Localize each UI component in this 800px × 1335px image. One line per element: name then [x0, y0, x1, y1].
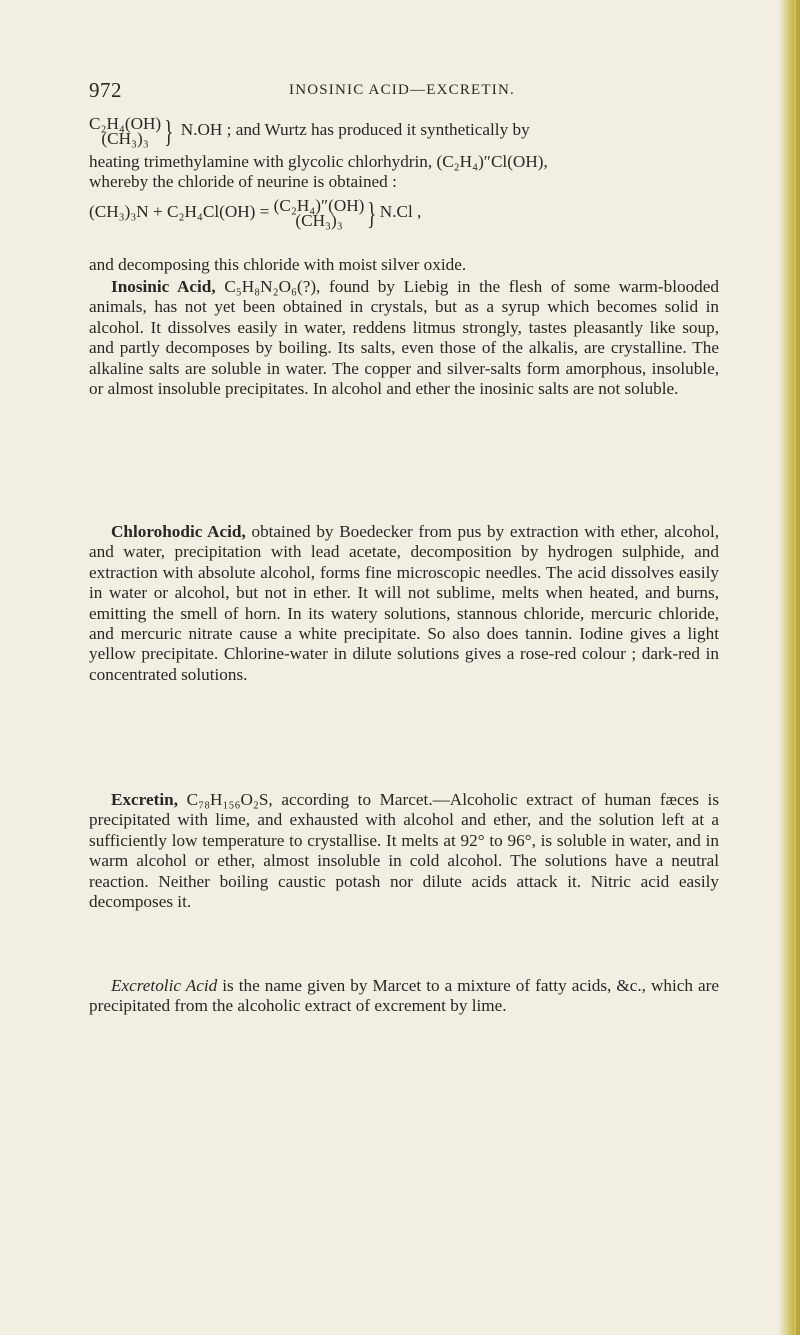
term-excretin: Excretin, [111, 790, 178, 809]
page-edge-shadow [796, 0, 800, 1335]
term-inosinic-acid: Inosinic Acid, [111, 277, 216, 296]
term-chlorohodic-acid: Chlorohodic Acid, [111, 522, 246, 541]
equation-lhs: (CH₃)₃N + C₂H₄Cl(OH) = [89, 201, 270, 221]
equation-rhs-bottom: (CH₃)₃ [295, 211, 343, 230]
paragraph-excretin [89, 790, 719, 912]
page-number: 972 [89, 78, 122, 102]
text-inosinic-acid: found by Liebig in the flesh of some warm-blooded animals, has not yet been obtained in crystals, but as a syrup which becomes solid in alcohol. It dissolves easily in water, reddens litmus strongly, tastes pleasantly like soup, and partly decomposes by boiling. Its salts, even those of the alkalis, are crystalline. The alkaline salts are soluble in water. The copper and silver-salts form amorphous, insoluble, or almost insoluble precipitates. In alcohol and ether the inosinic salts are not soluble. [89, 277, 719, 399]
opening-line-3: whereby the chloride of neurine is obtained : [89, 172, 397, 192]
text-excretin: according to Marcet.—Alcoholic extract of human fæces is precipitated with lime, and exhausted with alcohol and ether, and the solution left at a sufficiently low temperature to crystallise. It melts at 92° to 96°, is soluble in water, and in warm alcohol or ether, almost insoluble in cold alcohol. The solutions have a neutral reaction. Neither boiling caustic potash nor dilute acids attack it. Nitric acid easily decomposes it. [89, 790, 720, 912]
neurine-formula [89, 116, 161, 146]
text-excretolic-acid: is the name given by Marcet to a mixture of fatty acids, &c., which are precipitated from the alcoholic extract of excrement by lime. [89, 976, 720, 1016]
term-excretolic-acid: Excretolic Acid [111, 976, 218, 995]
paragraph-inosinic-acid [89, 277, 719, 399]
paragraph-excretolic-acid [89, 976, 719, 1017]
formula-inosinic-acid: C₅H₈N₂O₆(?), [224, 277, 321, 296]
opening-line-2: heating trimethylamine with glycolic chlorhydrin, (C₂H₄)″Cl(OH), [89, 152, 548, 171]
brace: } [367, 195, 377, 231]
page-header [0, 78, 790, 102]
running-head: INOSINIC ACID—EXCRETIN. [289, 82, 515, 98]
neurine-equation [89, 195, 422, 231]
neurine-formula-bottom: (CH₃)₃ [101, 129, 149, 148]
neurine-formula-top: C₂H₄(OH) [89, 114, 162, 133]
opening-tail: N.OH ; and Wurtz has produced it synthetically by [180, 119, 530, 139]
equation-rhs-top: (C₂H₄)″(OH) [273, 196, 365, 215]
opening-formula-line [89, 113, 530, 149]
equation-rhs-tail: N.Cl , [379, 201, 422, 221]
equation-rhs-stack [274, 198, 365, 228]
text-chlorohodic-acid: obtained by Boedecker from pus by extraction with ether, alcohol, and water, precipitation with lead acetate, decomposition by hydrogen sulphide, and extraction with absolute alcohol, forms fine microscopic needles. The acid dissolves easily in water or alcohol, but not in ether. It will not sublime, melts when heated, and burns, emitting the smell of horn. In its watery solutions, stannous chloride, mercuric chloride, and mercuric nitrate cause a white precipitate. So also does tannin. Iodine gives a light yellow precipitate. Chlorine-water in dilute solutions gives a rose-red colour ; dark-red in concentrated solutions. [89, 522, 720, 684]
opening-text [89, 152, 719, 193]
decompose-line: and decomposing this chloride with moist silver oxide. [89, 255, 467, 274]
formula-excretin: C₇₈H₁₅₆O₂S, [186, 790, 273, 809]
paragraph-chlorohodic-acid [89, 522, 719, 685]
brace: } [164, 113, 174, 149]
